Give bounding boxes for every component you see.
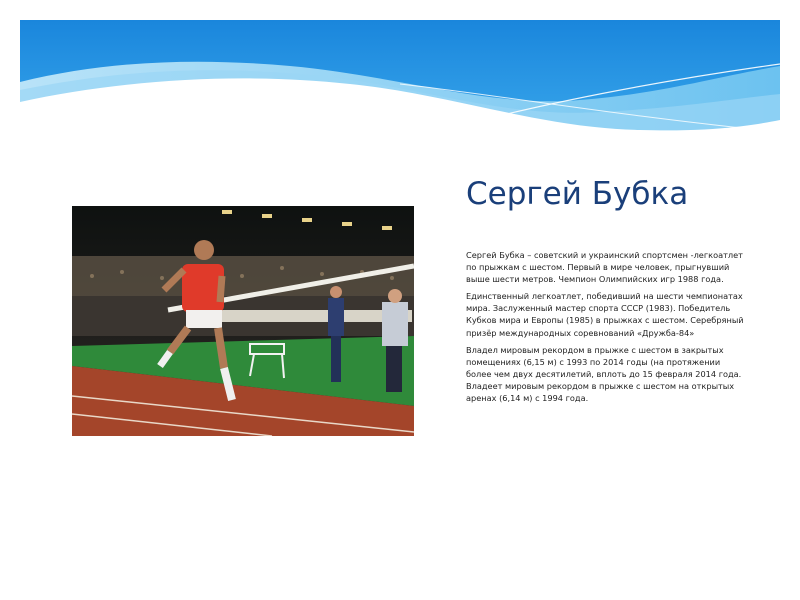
- slide-title: Сергей Бубка: [466, 176, 689, 212]
- slide-body: [466, 249, 746, 409]
- wave-banner: [20, 20, 780, 142]
- paragraph-achievements: Единственный легкоатлет, победивший на шести чемпионатах мира. Заслуженный мастер спорта СССР (1983). Победитель Кубков мира и Европы (1985) в прыжках с шестом. Серебряный призёр международных соревнований «Дружба-84»: [466, 291, 744, 338]
- paragraph-records: Владел мировым рекордом в прыжке с шестом в закрытых помещениях (6,15 м) с 1993 по 2014 годы (на протяжении более чем двух десятилетий, вплоть до 15 февраля 2014 года. Владеет мировым рекордом в прыжке с шестом на открытых аренах (6,14 м) с 1994 года.: [466, 344, 742, 404]
- paragraph-biography: Сергей Бубка – советский и украинский спортсмен -легкоатлет по прыжкам с шестом. Первый в мире человек, прыгнувший выше шести метров. Чемпион Олимпийских игр 1988 года.: [466, 250, 743, 285]
- athlete-photo: [72, 206, 414, 436]
